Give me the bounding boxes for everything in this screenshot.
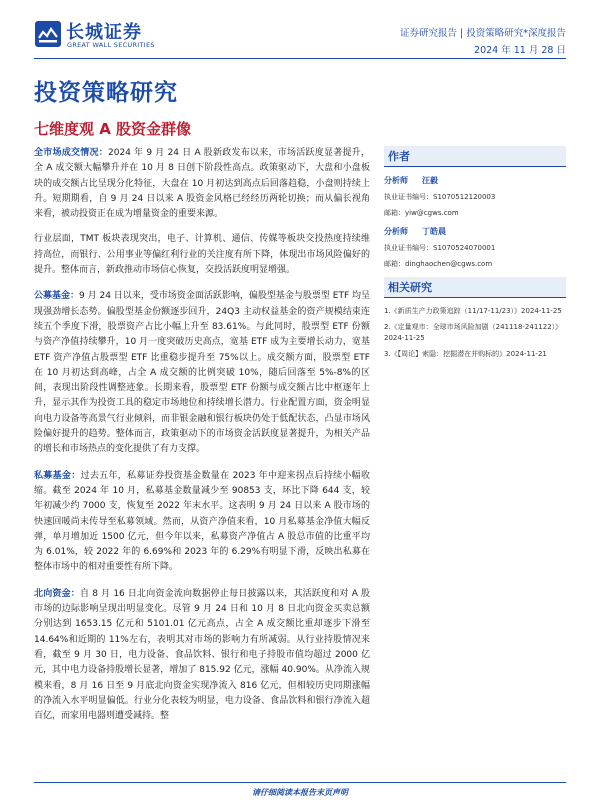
report-type: 证券研究报告 | 投资策略研究*深度报告 — [400, 28, 566, 39]
related-report-link[interactable]: 3.《【周论】索隐：挖掘潜在并购标的》2024-11-21 — [384, 350, 547, 358]
report-body — [34, 146, 370, 734]
company-logo — [34, 18, 194, 54]
analyst-name-row — [384, 175, 566, 186]
page-title: 投资策略研究 — [34, 80, 178, 106]
paragraph-lead: 公募基金： — [34, 291, 80, 302]
paragraph-private-funds — [34, 469, 370, 576]
paragraph-market-turnover — [34, 146, 370, 222]
analyst-name: 汪毅 — [422, 176, 438, 185]
paragraph-text: 9 月 24 日以来，受市场资金面活跃影响，偏股型基金与股票型 ETF 均呈现强劲增长态势。偏股型基金份额逐步回升，24Q3 主动权益基金的资产规模结束连续五个季度下滑，股票资产占比小幅上升至 83.61%。与此同时，股票型 ETF 份额与资产净值持续攀升，10 月一度突破历史高点，宽基 ETF 成为主要增长动力，宽基 ETF 资产净值占股票型 ETF 比重稳步提升至 75%以上。成交额方面，股票型 ETF 在 10 月初达到高峰，占全 A 成交额的比例突破 10%，随后回落至 5%-8%的区间，表现出阶段性调整迹象。长期来看，股票型 ETF 份额与成交额占比中枢逐年上升，显示其作为投资工具的稳定市场地位和持续增长潜力。行业配置方面，资金明显向电力设备等高景气行业倾斜，而非银金融和银行板块仍处于低配状态，凸显市场风险偏好提升的趋势。整体而言，政策驱动下的市场资金活跃度显著提升，为相关产品的增长和市场热点的变化提供了有力支撑。 — [34, 291, 370, 455]
header-divider — [34, 58, 566, 59]
paragraph-text: 自 8 月 16 日北向资金流向数据停止每日披露以来，其活跃度和对 A 股市场的边际影响呈现出明显变化。尽管 9 月 24 日和 10 月 8 日北向资金买卖总额分别达到 1653.15 亿元和 5101.01 亿元高点，占全 A 成交额比重却逐步下滑至 14.64%和近期的 11%左右，表明其对市场的影响力有所减弱。从行业持股情况来看，截至 9 月 30 日，电力设备、食品饮料、银行和电子持股市值均超过 2000 亿元，其中电力设备持股增长显著，增加了 815.92 亿元，涨幅 40.90%。从净流入规模来看，8 月 16 日至 9 月底北向资金实现净流入 816 亿元，但相较历史同期涨幅的净流入水平明显偏低。行业分化表较为明显，电力设备、食品饮料和银行净流入超百亿，而家用电器则遭受减持。整 — [34, 588, 370, 722]
analyst-name-row — [384, 226, 566, 237]
analyst-cert: 执业证书编号：S1070512120003 — [384, 193, 496, 201]
analyst-card — [384, 226, 566, 269]
footer-disclaimer: 请仔细阅读本报告末页声明 — [252, 788, 348, 797]
paragraph-lead: 全市场成交情况： — [34, 148, 108, 158]
analyst-name: 丁皓晨 — [422, 227, 446, 236]
paragraph-lead: 私募基金： — [34, 470, 81, 481]
footer-divider — [34, 782, 566, 783]
paragraph-text: 2024 年 9 月 24 日 A 股新政发布以来，市场活跃度显著提升，全 A 成交额大幅攀升并在 10 月 8 日创下阶段性高点。政策驱动下，大盘和小盘板块的成交额占比呈现分化特征，大盘在 10 月初达到高点后回落趋稳，小盘则持续上升。短期期看，自 9 月 24 日以来 A 股资金风格已经经历两轮切换；而从偏长视角来看，被动投资正在成为增量资金的重要来源。 — [34, 148, 370, 220]
logo-text-en: GREAT WALL SECURITIES — [67, 41, 155, 49]
great-wall-logo-icon — [34, 20, 62, 48]
related-research — [384, 277, 566, 360]
analyst-role: 分析师 — [384, 227, 408, 236]
paragraph-industry — [34, 232, 370, 278]
report-subtitle: 七维度观 A 股资金群像 — [34, 120, 192, 138]
sidebar — [384, 146, 566, 365]
analyst-role: 分析师 — [384, 176, 408, 185]
authors-heading: 作者 — [384, 146, 566, 167]
analyst-card — [384, 175, 566, 218]
paragraph-public-funds — [34, 289, 370, 457]
paragraph-text: 行业层面，TMT 板块表现突出，电子、计算机、通信、传媒等板块交投热度持续维持高位，而银行、公用事业等偏红利行业的关注度有所下降，体现出市场风险偏好的提升。整体而言，新政推动市场信心恢复，交投活跃度明显增强。 — [34, 234, 370, 276]
paragraph-text: 过去五年，私募证券投资基金数量在 2023 年中迎来拐点后持续小幅收缩。截至 2024 年 10 月，私募基金数量减少至 90853 支，环比下降 644 支，较年初减少约 7000 支，恢复至 2022 年末水平。这表明 9 月 24 日以来 A 股市场的快速回暖尚未传导至私募领域。然而，从资产净值来看，10 月私募基金净值大幅反弹，单月增加近 1500 亿元，但今年以来，私募资产净值占 A 股总市值的比重平均为 6.01%，较 2022 年的 6.69%和 2023 年的 6.29%有明显下滑，反映出私募在整体市场中的相对重要性有所下降。 — [34, 470, 370, 573]
analyst-email[interactable]: 邮箱：dinghaochen@cgws.com — [384, 260, 493, 268]
report-date: 2024 年 11 月 28 日 — [474, 45, 566, 56]
analyst-cert: 执业证书编号：S1070524070001 — [384, 244, 496, 252]
related-report-link[interactable]: 1.《新质生产力政策追踪（11/17-11/23）》2024-11-25 — [384, 307, 562, 315]
related-heading: 相关研究 — [384, 277, 566, 298]
related-report-link[interactable]: 2.《定量观市：全球市场风险加剧（241118-241122）》2024-11-25 — [384, 323, 563, 342]
paragraph-northbound — [34, 587, 370, 725]
logo-text-cn: 长城证券 — [66, 22, 142, 43]
analyst-email[interactable]: 邮箱：yiw@cgws.com — [384, 209, 459, 217]
paragraph-lead: 北向资金： — [34, 588, 81, 599]
